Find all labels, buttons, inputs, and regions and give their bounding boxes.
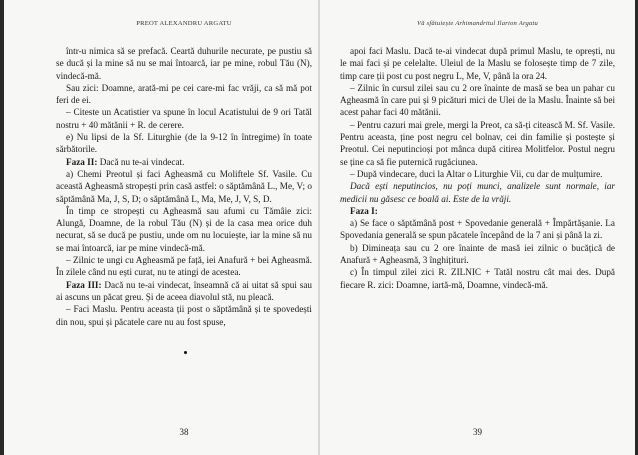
paragraph-lead: Faza II: (66, 156, 98, 167)
paragraph-text: Sau zici: Doamne, arată-mi pe cei care-mi fac vrăji, ca să mă pot feri de ei. (56, 82, 312, 106)
paragraph-lead: Faza I: (350, 205, 378, 216)
right-page-number: 39 (473, 427, 482, 437)
paragraph (340, 45, 615, 82)
paragraph-text: – După vindecare, duci la Altar o Liturghie Vii, cu dar de mulțumire. (350, 168, 603, 179)
paragraph (56, 106, 312, 131)
paragraph (56, 279, 312, 304)
paragraph-text: c) În timpul zilei zici R. ZILNIC + Tatăl nostru cât mai des. După fiecare R. zici: Doamne, iartă-mă, Doamne, vindecă-mă. (340, 267, 615, 290)
paragraph-text: a) Se face o săptămână post + Spovedanie generală + Împărtășanie. La Spovedania generală se spun păcatele începând de la 7 ani și până la zi. (340, 218, 615, 241)
paragraph (56, 45, 312, 82)
paragraph-text: b) Dimineața sau cu 2 ore înainte de masă iei zilnic o bucățică de Anafură + Agheasmă, 3 înghițituri. (340, 242, 615, 266)
paragraph (56, 156, 312, 168)
paragraph-text: – Faci Maslu. Pentru aceasta ții post o săptămână și te spovedești din nou, spui și păcatele care nu au fost spuse, (56, 304, 312, 327)
paragraph-text: într-u nimica să se prefacă. Ceartă duhurile necurate, pe pustiu să se ducă și la mine să nu se mai întoarcă, iar pe mine, robul Tău (N), vindecă-mă. (56, 46, 312, 81)
paragraph (56, 303, 312, 328)
paragraph-lead: Faza III: (66, 279, 102, 290)
paragraph-text: – Zilnic în cursul zilei sau cu 2 ore înainte de masă se bea un pahar cu Agheasmă în care pui și 9 picături mici de Ulei de la Maslu. Înainte să bei acest pahar faci 40 mătănii. (340, 82, 615, 118)
paragraph-text: a) Chemi Preotul și faci Agheasmă cu Moliftele Sf. Vasile. Cu această Agheasmă stropești prin casă astfel: o săptămână L., Me, V; o săptămână Ma, J, S, D; o săptămână L, Ma, Me, J, V, S, D. (56, 168, 312, 204)
paragraph (56, 205, 312, 254)
paragraph-text: e) Nu lipsi de la Sf. Liturghie (de la 9-12 în întregime) în toate sărbătorile. (56, 132, 312, 155)
paragraph (340, 205, 615, 217)
paragraph-text: Dacă ești neputincios, nu poți munci, analizele sunt normale, iar medicii nu găsesc ce boală ai. Este de la vrăji. (340, 181, 615, 204)
left-running-head: PREOT ALEXANDRU ARGATU (136, 20, 232, 27)
ink-dot (184, 351, 187, 354)
paragraph (56, 168, 312, 205)
paragraph-text: – Citeste un Acatistier va spune în locul Acatistului de 9 ori Tatăl nostru + 40 mătănii + R. de cerere. (56, 107, 312, 130)
paragraph (340, 119, 615, 168)
left-page-number: 38 (179, 427, 189, 437)
paragraph (340, 168, 615, 180)
paragraph (56, 254, 312, 279)
paragraph-text: – Zilnic te ungi cu Agheasmă pe față, iei Anafură + bei Agheasmă. În zilele când nu ești curat, nu te atingi de acestea. (56, 255, 312, 278)
left-page (4, 0, 318, 455)
right-running-head: Vă sfătuiește Arhimandritul Ilarion Argatu (417, 20, 538, 27)
left-page-text (56, 45, 312, 328)
paragraph (340, 180, 615, 205)
paragraph-text: – Pentru cazuri mai grele, mergi la Preot, ca să-ți citească M. Sf. Vasile. Pentru aceasta, ține post negru cel bolnav, cei din familie și postește și Preotul. Cei neputincioși pot mânca după citirea Molitfelor. Postul negru se ține ca să fie puternică rugăciunea. (340, 119, 615, 167)
right-page (320, 0, 635, 455)
paragraph-text: apoi faci Maslu. Dacă te-ai vindecat după primul Maslu, te oprești, nu le mai faci și pe celelalte. Uleiul de la Maslu se folosește timp de 7 zile, timp care ții post cu post negru L, Me, V, până la ora 24. (340, 46, 615, 81)
paragraph-text: Dacă nu te-ai vindecat, înseamnă că ai uitat să spui sau ai ascuns un păcat greu. Și de aceea diavolul stă, nu pleacă. (56, 279, 312, 302)
paragraph (340, 82, 615, 119)
paragraph (340, 242, 615, 267)
paragraph-text: În timp ce stropești cu Agheasmă sau afumi cu Tămâie zici: Alungă, Doamne, de la robul Tău (N) și de la casa mea orice duh necurat, să se ducă pe pustiu, unde om nu locuiește, iar la mine să nu se mai întoarcă, iar pe mine vindecă-mă. (56, 205, 312, 253)
right-page-text (340, 45, 615, 291)
paragraph-text: Dacă nu te-ai vindecat. (97, 156, 185, 167)
paragraph (340, 217, 615, 242)
paragraph (340, 266, 615, 291)
paragraph (56, 82, 312, 107)
paragraph (56, 131, 312, 156)
